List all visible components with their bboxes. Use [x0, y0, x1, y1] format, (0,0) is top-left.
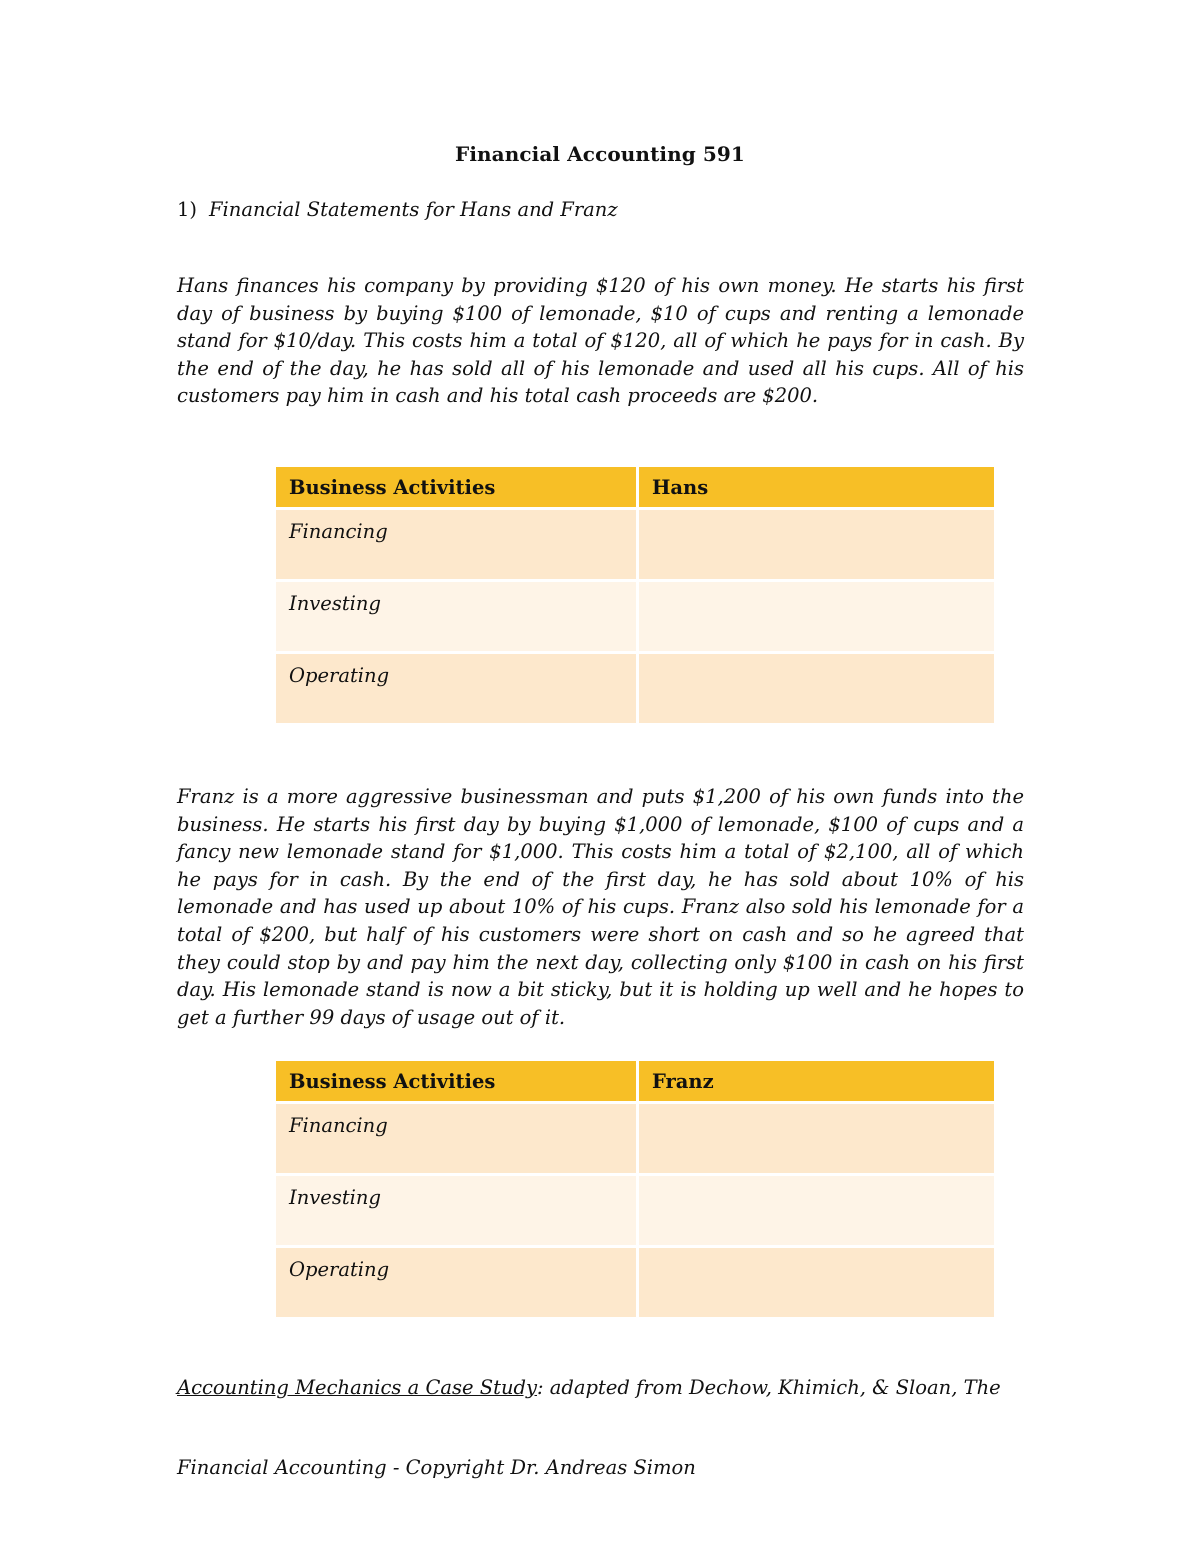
table-row	[276, 582, 994, 651]
value-cell	[639, 1248, 994, 1317]
activity-cell: Financing	[276, 1104, 636, 1173]
table-header-row	[276, 1061, 994, 1101]
franz-paragraph: Franz is a more aggressive businessman and puts $1,200 of his own funds into the business. He starts his first day by buying $1,000 of lemonade, $100 of cups and a fancy new lemonade stand for $1,000. This costs him a total of $2,100, all of which he pays for in cash. By the end of the first day, he has sold about 10% of his lemonade and has used up about 10% of his cups. Franz also sold his lemonade for a total of $200, but half of his customers were short on cash and so he agreed that they could stop by and pay him the next day, collecting only $100 in cash on his first day. His lemonade stand is now a bit sticky, but it is holding up well and he hopes to get a further 99 days of usage out of it.	[177, 785, 1024, 1029]
activity-cell: Investing	[276, 582, 636, 651]
source-citation	[177, 1376, 1001, 1399]
value-cell	[639, 654, 994, 723]
source-citation-text: : adapted from Dechow, Khimich, & Sloan, The	[537, 1376, 1001, 1399]
section-heading-text: Financial Statements for Hans and Franz	[209, 198, 618, 221]
page-title: Financial Accounting 591	[455, 142, 745, 166]
activity-cell: Operating	[276, 654, 636, 723]
column-header-activities: Business Activities	[276, 467, 636, 507]
activity-cell: Financing	[276, 510, 636, 579]
value-cell	[639, 1176, 994, 1245]
column-header-hans: Hans	[639, 467, 994, 507]
franz-activities-table	[273, 1058, 997, 1320]
page-footer: Financial Accounting - Copyright Dr. Andreas Simon	[177, 1456, 696, 1479]
table-row	[276, 510, 994, 579]
table-row	[276, 1248, 994, 1317]
column-header-franz: Franz	[639, 1061, 994, 1101]
table-header-row	[276, 467, 994, 507]
case-study-link[interactable]: Accounting Mechanics a Case Study	[177, 1376, 537, 1399]
section-number: 1)	[177, 198, 198, 221]
table-row	[276, 654, 994, 723]
value-cell	[639, 510, 994, 579]
table-row	[276, 1104, 994, 1173]
hans-activities-table	[273, 464, 997, 726]
value-cell	[639, 1104, 994, 1173]
section-heading	[177, 198, 618, 221]
value-cell	[639, 582, 994, 651]
activity-cell: Investing	[276, 1176, 636, 1245]
hans-paragraph: Hans finances his company by providing $120 of his own money. He starts his first day of business by buying $100 of lemonade, $10 of cups and renting a lemonade stand for $10/day. This costs him a total of $120, all of which he pays for in cash. By the end of the day, he has sold all of his lemonade and used all his cups. All of his customers pay him in cash and his total cash proceeds are $200.	[177, 274, 1024, 408]
column-header-activities: Business Activities	[276, 1061, 636, 1101]
table-row	[276, 1176, 994, 1245]
activity-cell: Operating	[276, 1248, 636, 1317]
